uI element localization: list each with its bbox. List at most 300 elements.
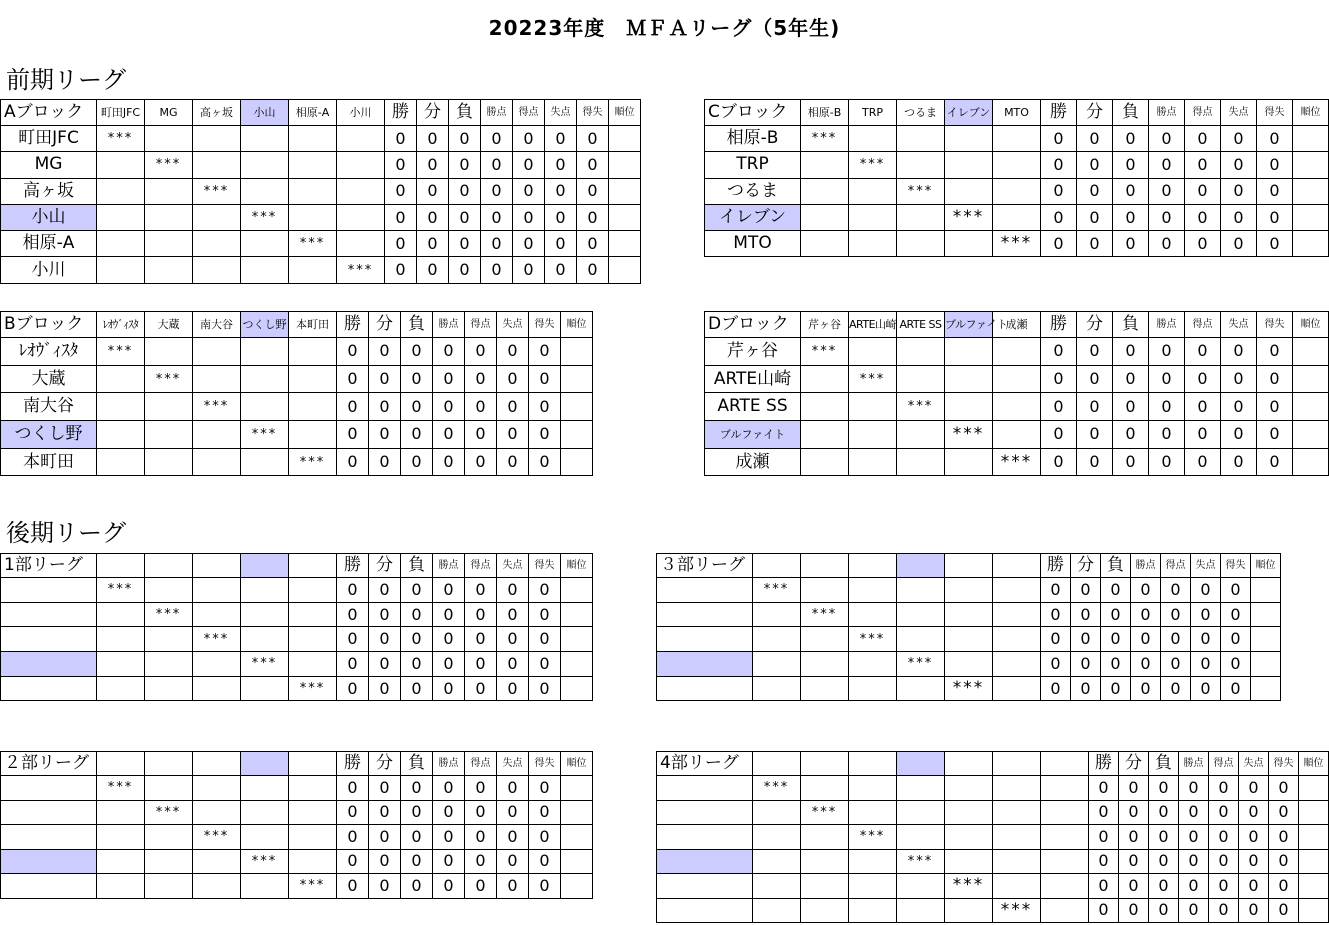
table-row <box>657 627 1281 652</box>
stat-cell: 0 <box>1149 874 1179 899</box>
stat-cell: 0 <box>369 825 401 850</box>
table-row <box>1 602 593 627</box>
table-header-row <box>1 100 641 126</box>
stat-cell: 0 <box>401 825 433 850</box>
stat-cell: 0 <box>1185 231 1221 257</box>
stat-cell: 0 <box>1185 126 1221 152</box>
stat-cell: 0 <box>1089 849 1119 874</box>
rank-cell <box>561 652 593 677</box>
rank-cell <box>1251 578 1281 603</box>
stat-cell: 0 <box>1179 776 1209 801</box>
self-match-cell: *** <box>945 204 993 230</box>
stat-cell: 0 <box>1119 776 1149 801</box>
stat-cell: 0 <box>433 776 465 801</box>
league-table-1 <box>0 99 641 284</box>
stat-cell: 0 <box>1185 178 1221 204</box>
result-cell <box>1041 898 1089 923</box>
self-match-cell: *** <box>289 448 337 476</box>
self-match-cell: *** <box>897 393 945 421</box>
stat-header: 失点 <box>497 312 529 338</box>
table-row <box>657 602 1281 627</box>
stat-cell: 0 <box>1161 578 1191 603</box>
stat-cell: 0 <box>1101 578 1131 603</box>
stat-cell: 0 <box>369 421 401 449</box>
self-match-cell: *** <box>145 152 193 178</box>
column-team-header <box>145 554 193 578</box>
block-name: 4部リーグ <box>657 752 753 776</box>
result-cell <box>945 849 993 874</box>
stat-header: 勝 <box>337 752 369 776</box>
stat-cell: 0 <box>433 393 465 421</box>
team-name <box>1 602 97 627</box>
stat-cell: 0 <box>1041 204 1077 230</box>
result-cell <box>945 448 993 476</box>
result-cell <box>241 393 289 421</box>
result-cell <box>897 776 945 801</box>
stat-cell: 0 <box>1149 178 1185 204</box>
stat-cell: 0 <box>401 365 433 393</box>
stat-cell: 0 <box>1119 849 1149 874</box>
result-cell <box>97 800 145 825</box>
stat-cell: 0 <box>465 627 497 652</box>
stat-cell: 0 <box>1209 825 1239 850</box>
table-header-row <box>705 312 1329 338</box>
result-cell <box>753 676 801 701</box>
result-cell <box>897 231 945 257</box>
stat-cell: 0 <box>1113 393 1149 421</box>
table-header-row <box>657 554 1281 578</box>
stat-cell: 0 <box>1149 204 1185 230</box>
team-name: つるま <box>705 178 801 204</box>
stat-cell: 0 <box>1257 126 1293 152</box>
result-cell <box>849 800 897 825</box>
result-cell <box>193 578 241 603</box>
result-cell <box>145 849 193 874</box>
stat-cell: 0 <box>1041 448 1077 476</box>
result-cell <box>993 800 1041 825</box>
stat-cell: 0 <box>1041 578 1071 603</box>
stat-cell: 0 <box>465 652 497 677</box>
column-team-header: MG <box>145 100 193 126</box>
result-cell <box>945 578 993 603</box>
result-cell <box>801 776 849 801</box>
stat-cell: 0 <box>1239 825 1269 850</box>
stat-cell: 0 <box>1113 204 1149 230</box>
result-cell <box>849 421 897 449</box>
self-match-cell: *** <box>801 800 849 825</box>
result-cell <box>145 393 193 421</box>
stat-cell: 0 <box>1221 231 1257 257</box>
table-row <box>1 776 593 801</box>
result-cell <box>241 825 289 850</box>
result-cell <box>289 152 337 178</box>
column-team-header: ﾚｵｳﾞｨｽﾀ <box>97 312 145 338</box>
result-cell <box>897 676 945 701</box>
table-row <box>657 652 1281 677</box>
stat-cell: 0 <box>1221 338 1257 366</box>
column-team-header: つくし野 <box>241 312 289 338</box>
result-cell <box>289 338 337 366</box>
stat-cell: 0 <box>337 676 369 701</box>
self-match-cell: *** <box>945 874 993 899</box>
stat-cell: 0 <box>529 421 561 449</box>
result-cell <box>753 874 801 899</box>
table-row <box>705 204 1329 230</box>
result-cell <box>849 448 897 476</box>
result-cell <box>993 578 1041 603</box>
stat-header: 勝点 <box>1149 100 1185 126</box>
column-team-header <box>945 752 993 776</box>
stat-cell: 0 <box>1101 627 1131 652</box>
result-cell <box>145 338 193 366</box>
column-team-header <box>289 554 337 578</box>
stat-header: 得失 <box>1269 752 1299 776</box>
stat-cell: 0 <box>1191 578 1221 603</box>
stat-cell: 0 <box>1221 365 1257 393</box>
stat-cell: 0 <box>481 126 513 152</box>
stat-cell: 0 <box>401 874 433 899</box>
stat-cell: 0 <box>1101 676 1131 701</box>
stat-header: 失点 <box>497 752 529 776</box>
self-match-cell: *** <box>241 849 289 874</box>
result-cell <box>289 421 337 449</box>
team-name <box>657 602 753 627</box>
result-cell <box>241 627 289 652</box>
stat-cell: 0 <box>1239 898 1269 923</box>
stat-cell: 0 <box>497 874 529 899</box>
stat-cell: 0 <box>1269 825 1299 850</box>
stat-cell: 0 <box>385 178 417 204</box>
stat-cell: 0 <box>369 800 401 825</box>
result-cell <box>145 178 193 204</box>
result-cell <box>1041 776 1089 801</box>
stat-cell: 0 <box>1257 178 1293 204</box>
rank-cell <box>561 676 593 701</box>
stat-cell: 0 <box>1257 231 1293 257</box>
result-cell <box>145 874 193 899</box>
self-match-cell: *** <box>849 825 897 850</box>
table-row <box>1 204 641 230</box>
result-cell <box>289 393 337 421</box>
self-match-cell: *** <box>145 800 193 825</box>
result-cell <box>897 152 945 178</box>
stat-cell: 0 <box>1113 152 1149 178</box>
stat-cell: 0 <box>385 204 417 230</box>
stat-header: 得失 <box>529 554 561 578</box>
result-cell <box>849 393 897 421</box>
stat-cell: 0 <box>465 338 497 366</box>
result-cell <box>241 178 289 204</box>
league-table-4 <box>704 311 1329 476</box>
result-cell <box>193 676 241 701</box>
stat-header: 順位 <box>1299 752 1329 776</box>
stat-cell: 0 <box>1209 849 1239 874</box>
team-name <box>657 898 753 923</box>
result-cell <box>801 898 849 923</box>
stat-cell: 0 <box>1131 602 1161 627</box>
team-name: つくし野 <box>1 421 97 449</box>
result-cell <box>849 178 897 204</box>
stat-cell: 0 <box>513 204 545 230</box>
stat-cell: 0 <box>1041 365 1077 393</box>
team-name <box>1 776 97 801</box>
block-name: Aブロック <box>1 100 97 126</box>
stat-header: 得点 <box>465 752 497 776</box>
stat-header: 分 <box>369 752 401 776</box>
rank-cell <box>1299 898 1329 923</box>
table-row <box>1 825 593 850</box>
stat-cell: 0 <box>481 231 513 257</box>
team-name: 高ヶ坂 <box>1 178 97 204</box>
stat-cell: 0 <box>337 421 369 449</box>
result-cell <box>193 126 241 152</box>
stat-cell: 0 <box>369 338 401 366</box>
stat-cell: 0 <box>1185 421 1221 449</box>
stat-cell: 0 <box>465 800 497 825</box>
stat-cell: 0 <box>529 627 561 652</box>
result-cell <box>897 602 945 627</box>
stat-cell: 0 <box>1149 152 1185 178</box>
result-cell <box>193 152 241 178</box>
result-cell <box>241 126 289 152</box>
result-cell <box>193 257 241 283</box>
team-name <box>1 652 97 677</box>
result-cell <box>97 231 145 257</box>
stat-header: 勝点 <box>1149 312 1185 338</box>
result-cell <box>145 676 193 701</box>
result-cell <box>97 627 145 652</box>
stat-cell: 0 <box>529 652 561 677</box>
result-cell <box>289 365 337 393</box>
league-table-3 <box>0 311 593 476</box>
stat-cell: 0 <box>577 231 609 257</box>
result-cell <box>97 874 145 899</box>
rank-cell <box>561 776 593 801</box>
stat-cell: 0 <box>1077 421 1113 449</box>
self-match-cell: *** <box>993 231 1041 257</box>
result-cell <box>753 849 801 874</box>
stat-cell: 0 <box>465 602 497 627</box>
team-name <box>1 849 97 874</box>
result-cell <box>1041 849 1089 874</box>
result-cell <box>193 652 241 677</box>
stat-cell: 0 <box>1089 825 1119 850</box>
stat-cell: 0 <box>1269 874 1299 899</box>
stat-cell: 0 <box>1221 578 1251 603</box>
team-name: 小川 <box>1 257 97 283</box>
result-cell <box>97 825 145 850</box>
stat-cell: 0 <box>1239 776 1269 801</box>
stat-header: 失点 <box>497 554 529 578</box>
stat-cell: 0 <box>1077 448 1113 476</box>
stat-cell: 0 <box>337 776 369 801</box>
stat-cell: 0 <box>1149 776 1179 801</box>
table-row <box>657 898 1329 923</box>
stat-cell: 0 <box>1185 393 1221 421</box>
rank-cell <box>1293 231 1329 257</box>
result-cell <box>289 849 337 874</box>
result-cell <box>193 776 241 801</box>
stat-cell: 0 <box>369 448 401 476</box>
stat-cell: 0 <box>1041 338 1077 366</box>
stat-header: 負 <box>1149 752 1179 776</box>
league-table-7 <box>0 751 593 899</box>
rank-cell <box>609 152 641 178</box>
column-team-header <box>289 752 337 776</box>
stat-header: 失点 <box>1221 312 1257 338</box>
stat-cell: 0 <box>465 421 497 449</box>
result-cell <box>801 849 849 874</box>
stat-header: 分 <box>369 312 401 338</box>
result-cell <box>97 178 145 204</box>
rank-cell <box>1293 365 1329 393</box>
result-cell <box>337 152 385 178</box>
stat-cell: 0 <box>1089 800 1119 825</box>
stat-cell: 0 <box>1221 676 1251 701</box>
stat-cell: 0 <box>1191 602 1221 627</box>
stat-cell: 0 <box>1041 126 1077 152</box>
rank-cell <box>1299 825 1329 850</box>
result-cell <box>945 602 993 627</box>
rank-cell <box>1293 448 1329 476</box>
stat-cell: 0 <box>1077 152 1113 178</box>
self-match-cell: *** <box>193 627 241 652</box>
stat-cell: 0 <box>465 393 497 421</box>
result-cell <box>97 204 145 230</box>
result-cell <box>945 126 993 152</box>
stat-cell: 0 <box>433 800 465 825</box>
rank-cell <box>1251 652 1281 677</box>
result-cell <box>801 874 849 899</box>
result-cell <box>993 602 1041 627</box>
result-cell <box>145 578 193 603</box>
stat-cell: 0 <box>1221 204 1257 230</box>
stat-cell: 0 <box>369 602 401 627</box>
result-cell <box>145 825 193 850</box>
stat-header: 勝 <box>1041 554 1071 578</box>
column-team-header <box>241 554 289 578</box>
stat-cell: 0 <box>1119 874 1149 899</box>
result-cell <box>193 204 241 230</box>
result-cell <box>289 627 337 652</box>
result-cell <box>945 178 993 204</box>
stat-header: 勝 <box>1089 752 1119 776</box>
stat-cell: 0 <box>545 204 577 230</box>
rank-cell <box>561 849 593 874</box>
stat-cell: 0 <box>1077 231 1113 257</box>
stat-cell: 0 <box>449 257 481 283</box>
stat-cell: 0 <box>465 578 497 603</box>
result-cell <box>801 421 849 449</box>
stat-cell: 0 <box>1221 627 1251 652</box>
column-team-header <box>801 554 849 578</box>
stat-cell: 0 <box>369 578 401 603</box>
result-cell <box>97 676 145 701</box>
column-team-header: つるま <box>897 100 945 126</box>
stat-header: 勝 <box>1041 100 1077 126</box>
stat-cell: 0 <box>465 365 497 393</box>
rank-cell <box>1251 676 1281 701</box>
stat-cell: 0 <box>369 627 401 652</box>
result-cell <box>849 676 897 701</box>
team-name: 町田JFC <box>1 126 97 152</box>
column-team-header: 町田JFC <box>97 100 145 126</box>
stat-header: 得点 <box>465 554 497 578</box>
self-match-cell: *** <box>289 676 337 701</box>
stat-header: 得失 <box>1257 312 1293 338</box>
team-name: 南大谷 <box>1 393 97 421</box>
stat-header: 勝 <box>337 554 369 578</box>
stat-cell: 0 <box>513 126 545 152</box>
self-match-cell: *** <box>97 578 145 603</box>
stat-cell: 0 <box>1179 800 1209 825</box>
result-cell <box>241 874 289 899</box>
stat-cell: 0 <box>497 578 529 603</box>
stat-cell: 0 <box>385 126 417 152</box>
team-name: 本町田 <box>1 448 97 476</box>
league-table-8 <box>656 751 1329 923</box>
result-cell <box>289 825 337 850</box>
table-row <box>657 776 1329 801</box>
stat-cell: 0 <box>497 800 529 825</box>
result-cell <box>945 338 993 366</box>
result-cell <box>897 365 945 393</box>
stat-cell: 0 <box>1131 676 1161 701</box>
self-match-cell: *** <box>241 652 289 677</box>
result-cell <box>849 126 897 152</box>
table-row <box>1 800 593 825</box>
stat-header: 負 <box>1113 312 1149 338</box>
result-cell <box>145 257 193 283</box>
table-row <box>1 448 593 476</box>
stat-cell: 0 <box>1041 627 1071 652</box>
result-cell <box>145 448 193 476</box>
stat-cell: 0 <box>433 578 465 603</box>
stat-cell: 0 <box>401 393 433 421</box>
stat-cell: 0 <box>545 257 577 283</box>
stat-header: 負 <box>401 554 433 578</box>
column-team-header <box>241 752 289 776</box>
stat-cell: 0 <box>1221 393 1257 421</box>
stat-header: 得失 <box>529 312 561 338</box>
stat-header: 勝点 <box>1179 752 1209 776</box>
stat-cell: 0 <box>481 204 513 230</box>
stat-header: 得点 <box>1209 752 1239 776</box>
stat-cell: 0 <box>1161 652 1191 677</box>
stat-cell: 0 <box>529 676 561 701</box>
section-second-league: 後期リーグ <box>6 519 126 547</box>
team-name <box>657 849 753 874</box>
result-cell <box>145 231 193 257</box>
result-cell <box>97 152 145 178</box>
result-cell <box>193 448 241 476</box>
result-cell <box>753 898 801 923</box>
rank-cell <box>609 204 641 230</box>
rank-cell <box>1293 178 1329 204</box>
table-row <box>1 676 593 701</box>
self-match-cell: *** <box>897 652 945 677</box>
rank-cell <box>1293 338 1329 366</box>
result-cell <box>897 338 945 366</box>
stat-cell: 0 <box>1149 421 1185 449</box>
stat-cell: 0 <box>1191 627 1221 652</box>
result-cell <box>241 448 289 476</box>
self-match-cell: *** <box>193 393 241 421</box>
stat-cell: 0 <box>497 825 529 850</box>
stat-cell: 0 <box>1041 152 1077 178</box>
stat-header: 順位 <box>561 312 593 338</box>
stat-cell: 0 <box>369 676 401 701</box>
